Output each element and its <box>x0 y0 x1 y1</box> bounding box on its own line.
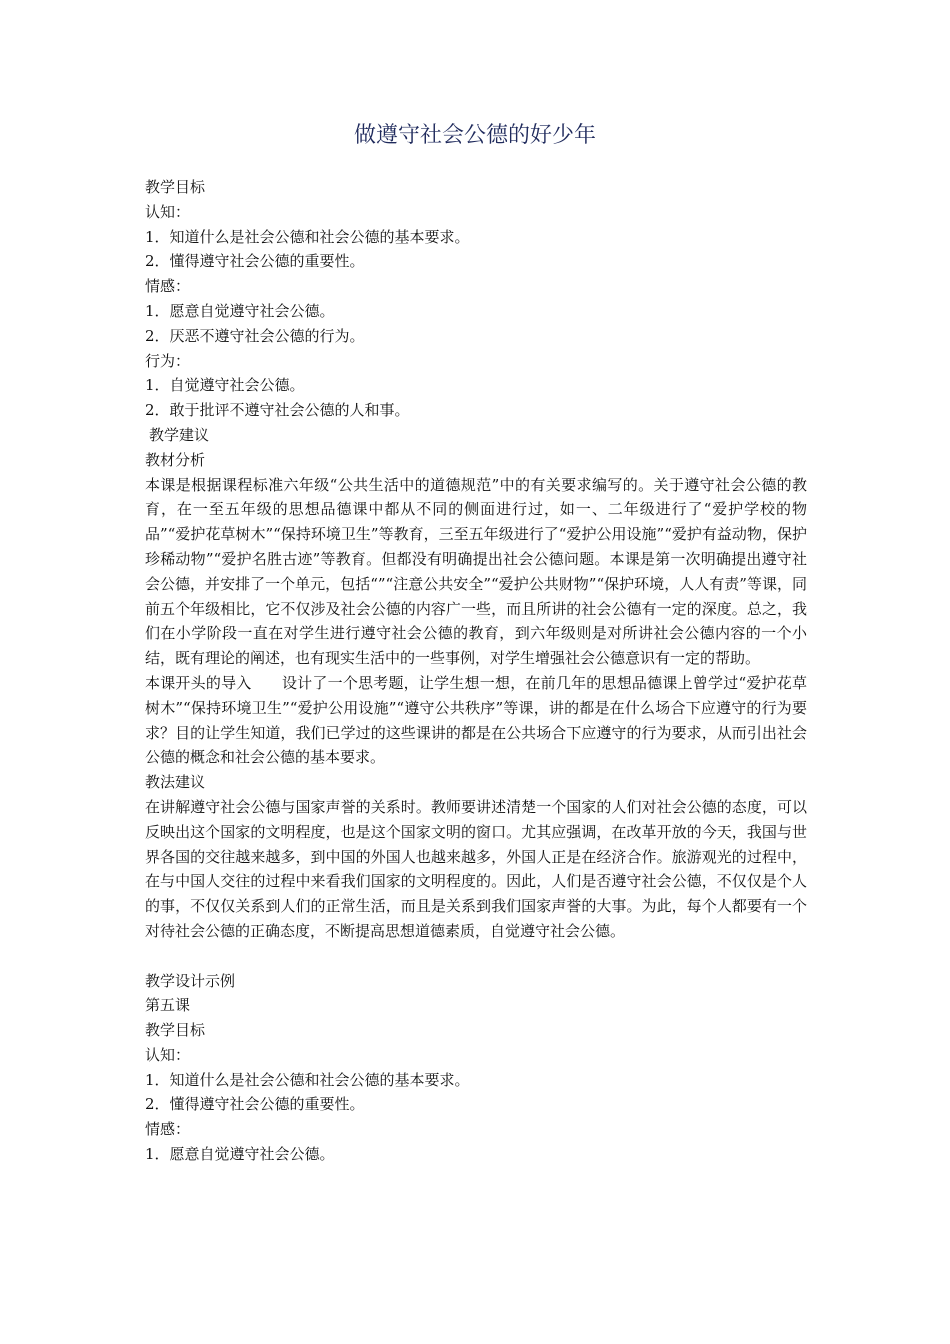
label-emotion: 情感： <box>145 277 191 296</box>
list-item: 1．自觉遵守社会公德。 <box>145 376 305 395</box>
paragraph: 本课是根据课程标准六年级“公共生活中的道德规范”中的有关要求编写的。关于遵守社会公德的教育，在一至五年级的思想品德课中都从不同的侧面进行过，如一、二年级进行了“爱护学校的物品”“爱护花草树木”“保持环境卫生”等教育，三至五年级进行了“爱护公用设施”“爱护有益动物，保护珍稀动物”“爱护名胜古迹”等教育。但都没有明确提出社会公德问题。本课是第一次明确提出遵守社会公德，并安排了一个单元，包括“”“注意公共安全”“爱护公共财物”“保护环境，人人有责”等课，同前五个年级相比，它不仅涉及社会公德的内容广一些，而且所讲的社会公德有一定的深度。总之，我们在小学阶段一直在对学生进行遵守社会公德的教育，到六年级则是对所讲社会公德内容的一个小结，既有理论的阐述，也有现实生活中的一些事例，对学生增强社会公德意识有一定的帮助。 <box>145 475 807 668</box>
label-emotion: 情感： <box>145 1120 191 1139</box>
label-cognition: 认知： <box>145 202 191 221</box>
list-item: 2．厌恶不遵守社会公德的行为。 <box>145 326 365 345</box>
section-heading-teaching-goals: 教学目标 <box>145 178 206 196</box>
subheading-method-suggestions: 教法建议 <box>145 773 206 792</box>
list-item: 1．知道什么是社会公德和社会公德的基本要求。 <box>145 1070 470 1089</box>
list-item: 2．懂得遵守社会公德的重要性。 <box>145 1095 365 1114</box>
subheading-material-analysis: 教材分析 <box>145 450 206 469</box>
spacer <box>145 944 807 969</box>
list-item: 2．敢于批评不遵守社会公德的人和事。 <box>145 401 410 420</box>
document-body <box>145 175 807 1167</box>
list-item: 1．知道什么是社会公德和社会公德的基本要求。 <box>145 227 470 246</box>
subheading-teaching-goals: 教学目标 <box>145 1021 206 1040</box>
document-title: 做遵守社会公德的好少年 <box>353 123 596 148</box>
section-heading-teaching-suggestions: 教学建议 <box>149 425 210 444</box>
list-item: 2．懂得遵守社会公德的重要性。 <box>145 252 365 271</box>
label-cognition: 认知： <box>145 1045 191 1064</box>
paragraph: 在讲解遵守社会公德与国家声誉的关系时。教师要讲述清楚一个国家的人们对社会公德的态度，可以反映出这个国家的文明程度，也是这个国家文明的窗口。尤其应强调，在改革开放的今天，我国与世界各国的交往越来越多，到中国的外国人也越来越多，外国人正是在经济合作。旅游观光的过程中，在与中国人交往的过程中来看我们国家的文明程度的。因此，人们是否遵守社会公德，不仅仅是个人的事，不仅仅关系到人们的正常生活，而且是关系到我们国家声誉的大事。为此，每个人都要有一个对待社会公德的正确态度，不断提高思想道德素质，自觉遵守社会公德。 <box>145 797 807 940</box>
label-behavior: 行为： <box>145 351 191 370</box>
list-item: 1．愿意自觉遵守社会公德。 <box>145 301 335 320</box>
paragraph: 本课开头的导入 设计了一个思考题，让学生想一想，在前几年的思想品德课上曾学过“爱护花草树木”“保持环境卫生”“爱护公用设施”“遵守公共秩序”等课，讲的都是在什么场合下应遵守的行为要求？目的让学生知道，我们已学过的这些课讲的都是在公共场合下应遵守的行为要求，从而引出社会公德的概念和社会公德的基本要求。 <box>145 673 807 767</box>
list-item: 1．愿意自觉遵守社会公德。 <box>145 1145 335 1164</box>
lesson-label: 第五课 <box>145 996 191 1015</box>
section-heading-design-example: 教学设计示例 <box>145 971 236 990</box>
